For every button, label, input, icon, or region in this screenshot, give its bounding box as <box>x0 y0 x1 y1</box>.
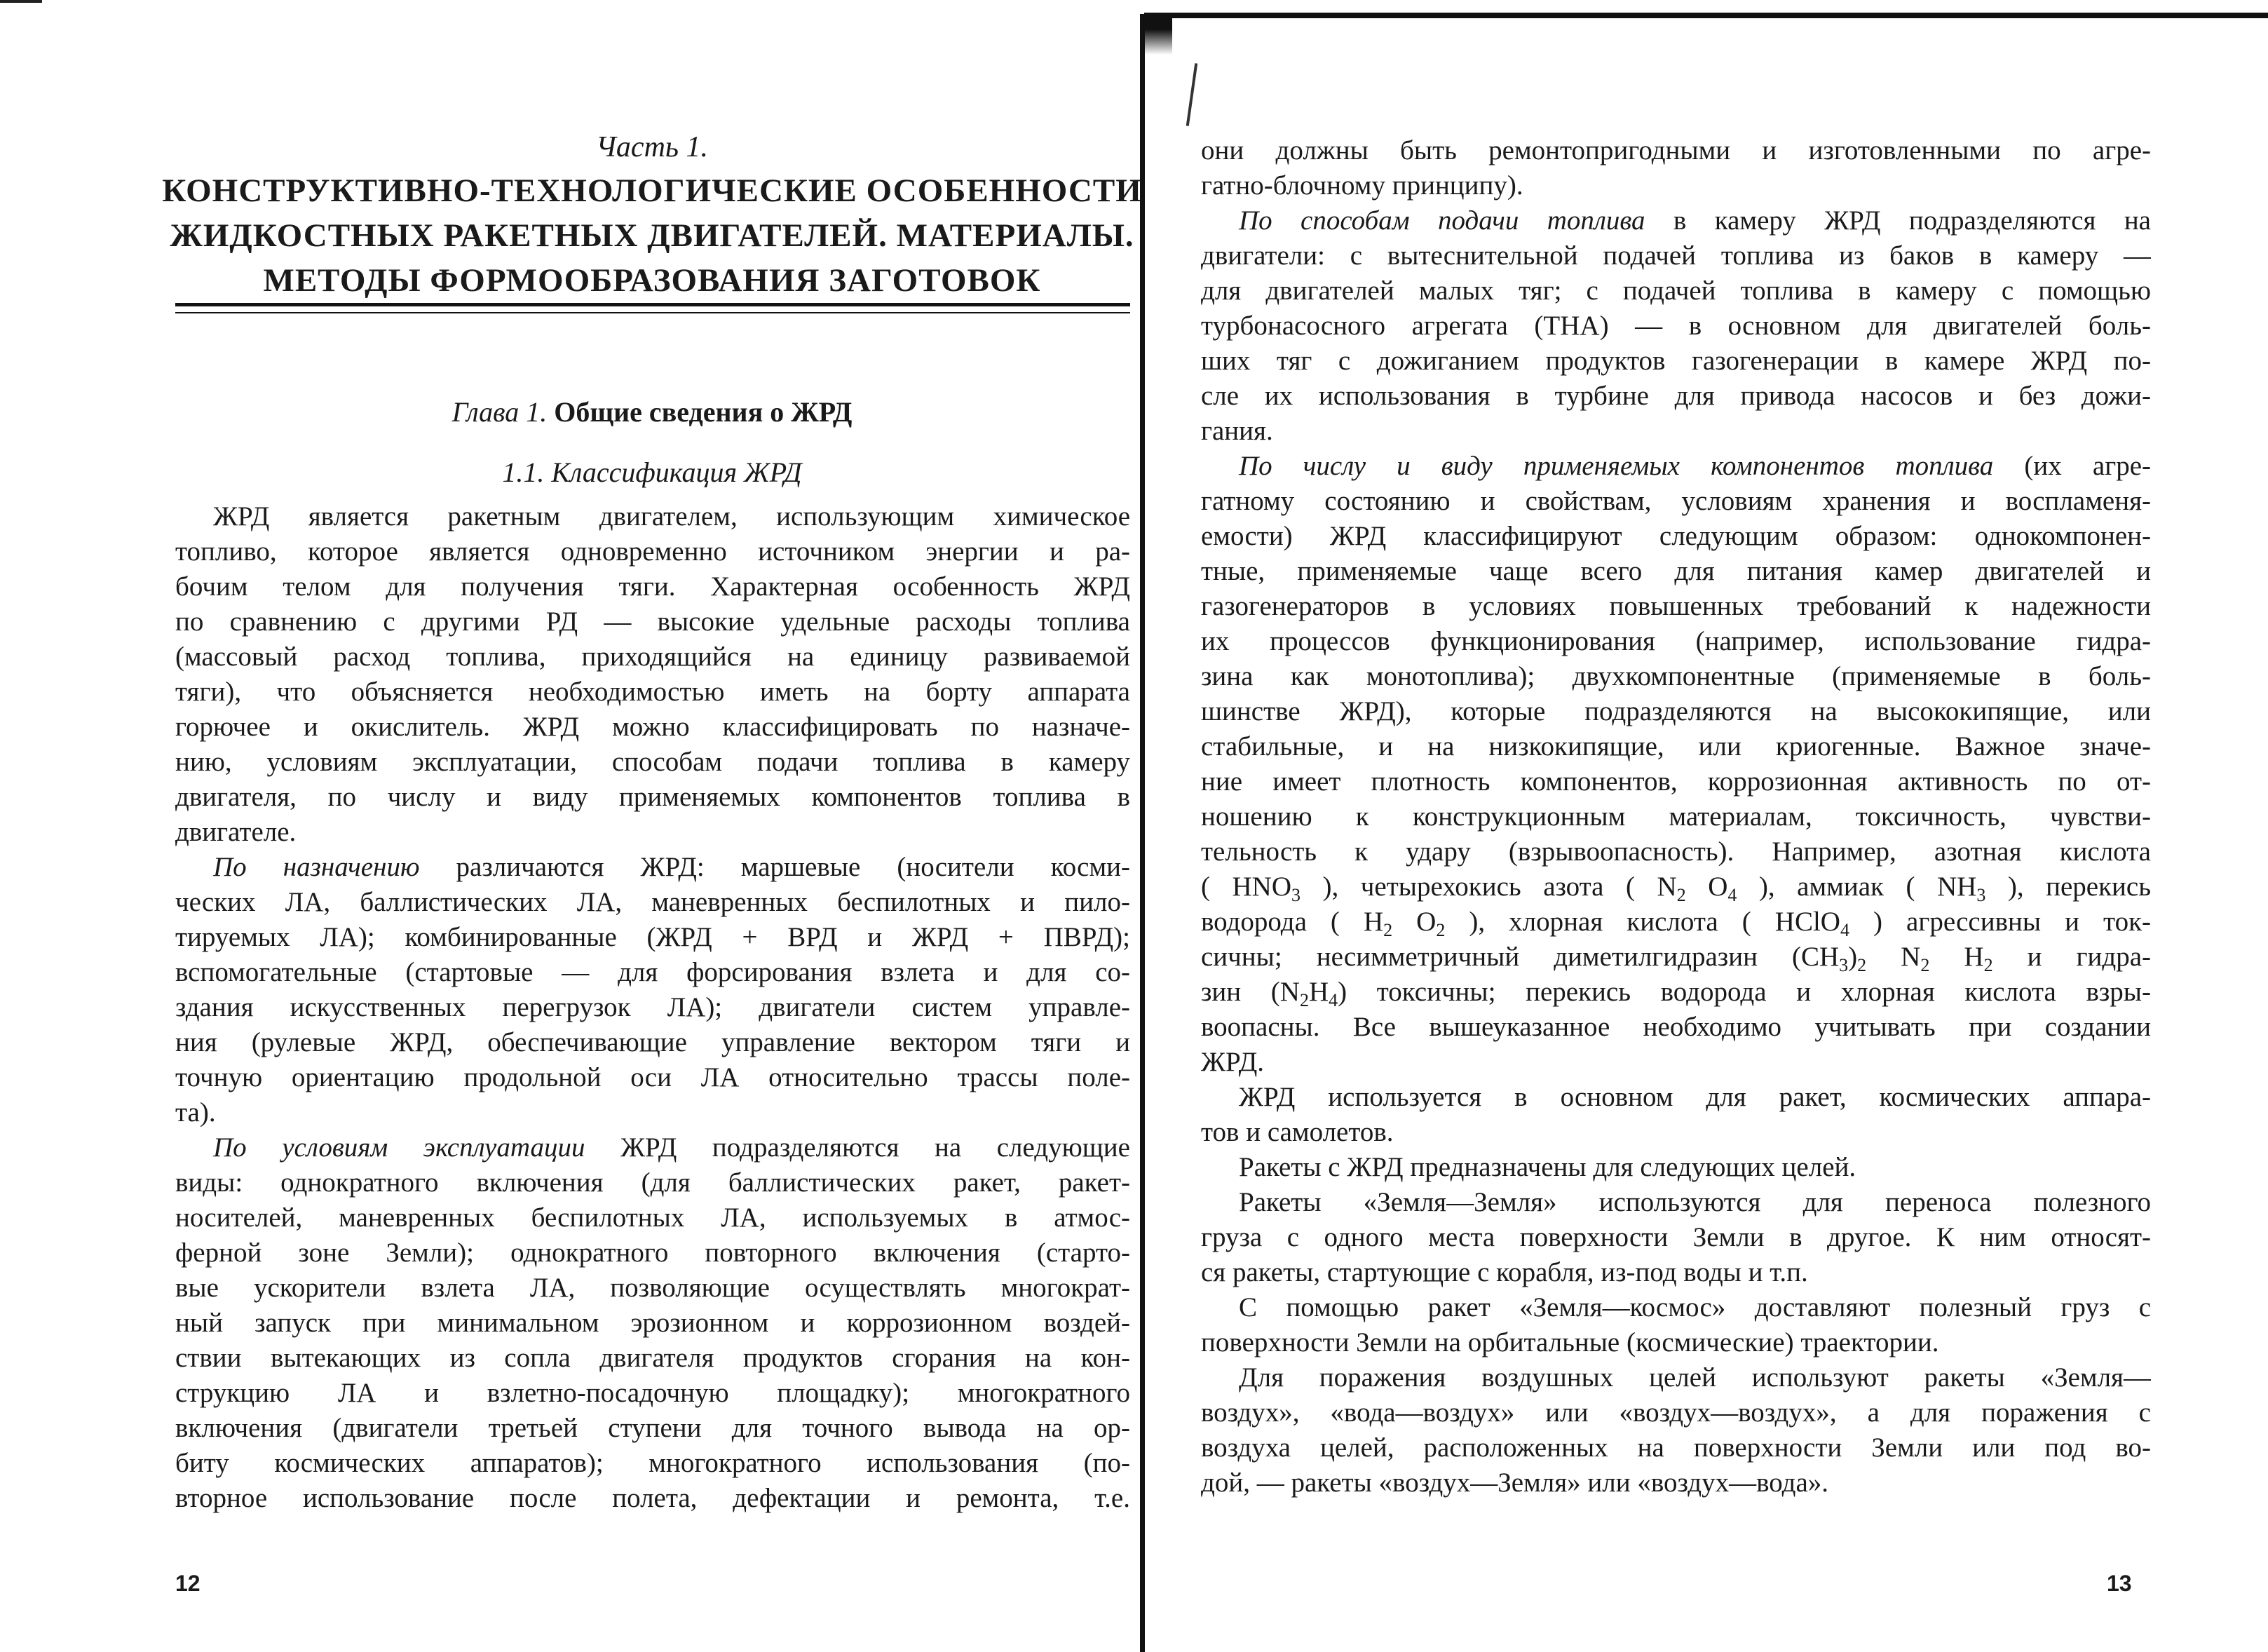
title-rule-thick <box>175 303 1130 306</box>
text-line: тов и самолетов. <box>1201 1117 1394 1147</box>
text-run: ), перекись <box>1985 872 2151 902</box>
page-number: 12 <box>175 1571 201 1596</box>
text-run: ), аммиак ( NH <box>1737 872 1977 902</box>
formula-line <box>1201 940 2151 975</box>
text-line: ношению к конструкционным материалам, токсичность, чувстви- <box>1201 801 2151 832</box>
text-line: ния (рулевые ЖРД, обеспечивающие управление вектором тяги и <box>175 1027 1130 1057</box>
text-run: ) токсичны; перекись водорода и хлорная кислота взры- <box>1338 977 2151 1007</box>
text-run: зин (N <box>1201 977 1300 1007</box>
part-title <box>154 168 1150 303</box>
text-run: сичны; несимметричный диметилгидразин (CH <box>1201 942 1840 972</box>
text-line: горючее и окислитель. ЖРД можно классифицировать по назначе- <box>175 712 1130 742</box>
text-line: Для поражения воздушных целей используют ракеты «Земля— <box>1239 1362 2151 1393</box>
emphasis: По условиям эксплуатации <box>213 1132 585 1163</box>
part-title-line: КОНСТРУКТИВНО-ТЕХНОЛОГИЧЕСКИЕ ОСОБЕННОСТИ <box>162 172 1142 209</box>
subscript: 2 <box>1676 885 1686 905</box>
text-run: ) <box>1848 942 1858 972</box>
text-line: носителей, маневренных беспилотных ЛА, используемых в атмос- <box>175 1203 1130 1233</box>
text-run: O <box>1392 907 1437 937</box>
text-line: по сравнению с другими РД — высокие удельные расходы топлива <box>175 607 1130 637</box>
text-line: Ракеты с ЖРД предназначены для следующих целей. <box>1239 1152 1856 1182</box>
text-line: точную ориентацию продольной оси ЛА относительно трассы поле- <box>175 1062 1130 1092</box>
text-line: ших тяг с дожиганием продуктов газогенерации в камере ЖРД по- <box>1201 346 2151 376</box>
text-line: Ракеты «Земля—Земля» используются для переноса полезного <box>1239 1187 2151 1217</box>
text-run: ) агрессивны и ток- <box>1849 907 2151 937</box>
text-run: ( HNO <box>1201 872 1291 902</box>
text-line: поверхности Земли на орбитальные (космические) траектории. <box>1201 1327 1939 1358</box>
text-run: (их агре- <box>1993 451 2151 481</box>
text-line: бочим телом для получения тяги. Характерная особенность ЖРД <box>175 571 1130 602</box>
text-run: в камеру ЖРД подразделяются на <box>1645 205 2151 236</box>
text-line: зина как монотоплива); двухкомпонентные (применяемые в боль- <box>1201 661 2151 691</box>
text-line: ся ракеты, стартующие с корабля, из-под воды и т.п. <box>1201 1257 1808 1287</box>
text-line: вспомогательные (стартовые — для форсирования взлета и для со- <box>175 957 1130 987</box>
text-line: гатному состоянию и свойствам, условиям хранения и воспламеня- <box>1201 486 2151 516</box>
text-line: топливо, которое является одновременно источником энергии и ра- <box>175 536 1130 567</box>
text-line: гатно-блочному принципу). <box>1201 170 1523 201</box>
text-line: ный запуск при минимальном эрозионном и коррозионном воздей- <box>175 1308 1130 1338</box>
formula-line <box>1201 869 2151 905</box>
text-line: струкцию ЛА и взлетно-посадочную площадку); многократного <box>175 1378 1130 1408</box>
text-line: ферной зоне Земли); однократного повторного включения (старто- <box>175 1238 1130 1268</box>
subscript: 2 <box>1436 920 1446 940</box>
text-line: дой, — ракеты «воздух—Земля» или «воздух—вода». <box>1201 1468 1829 1498</box>
right-body-text <box>1201 133 2151 1501</box>
text-line: воопасны. Все вышеуказанное необходимо учитывать при создании <box>1201 1012 2151 1042</box>
emphasis: По назначению <box>213 852 420 882</box>
left-body-text <box>175 499 1130 1516</box>
text-line <box>1201 449 2151 484</box>
subscript: 2 <box>1920 955 1930 975</box>
text-run: и гидра- <box>1992 942 2151 972</box>
text-line: воздух», «вода—воздух» или «воздух—воздух», а для поражения с <box>1201 1397 2151 1428</box>
chapter-label: Глава 1. <box>451 396 548 428</box>
text-run: ), четырехокись азота ( N <box>1301 872 1677 902</box>
text-line: С помощью ракет «Земля—космос» доставляют полезный груз с <box>1239 1292 2151 1322</box>
text-run: различаются ЖРД: маршевые (носители косми- <box>419 852 1130 882</box>
text-run: ЖРД подразделяются на следующие <box>585 1132 1130 1163</box>
text-line: они должны быть ремонтопригодными и изготовленными по агре- <box>1201 135 2151 165</box>
text-line: биту космических аппаратов); многократного использования (по- <box>175 1448 1130 1478</box>
subscript: 2 <box>1983 955 1993 975</box>
text-line: включения (двигатели третьей ступени для точного вывода на ор- <box>175 1413 1130 1443</box>
formula-line <box>1201 975 2151 1010</box>
chapter-title: Общие сведения о ЖРД <box>554 396 853 428</box>
text-run: O <box>1685 872 1728 902</box>
chapter-heading <box>175 395 1129 428</box>
text-line: газогенераторов в условиях повышенных требований к надежности <box>1201 591 2151 621</box>
text-line: двигатели: с вытеснительной подачей топлива из баков в камеру — <box>1201 241 2151 271</box>
text-line: ЖРД является ракетным двигателем, использующим химическое <box>213 501 1130 532</box>
text-line: вые ускорители взлета ЛА, позволяющие осуществлять многократ- <box>175 1273 1130 1303</box>
text-line: тные, применяемые чаще всего для питания камер двигателей и <box>1201 556 2151 586</box>
subscript: 2 <box>1383 920 1393 940</box>
text-line: тельность к удару (взрывоопасность). Например, азотная кислота <box>1201 837 2151 867</box>
part-label: Часть 1. <box>595 131 709 163</box>
text-line: ЖРД используется в основном для ракет, космических аппара- <box>1239 1082 2151 1112</box>
text-line: ствии вытекающих из сопла двигателя продуктов сгорания на кон- <box>175 1343 1130 1373</box>
text-line: вторное использование после полета, дефектации и ремонта, т.е. <box>175 1483 1130 1513</box>
text-line: двигателе. <box>175 817 297 847</box>
text-line: шинстве ЖРД), которые подразделяются на высококипящие, или <box>1201 696 2151 726</box>
subscript: 2 <box>1857 955 1867 975</box>
text-run: водорода ( H <box>1201 907 1384 937</box>
text-line <box>175 1130 1130 1165</box>
text-line: груза с одного места поверхности Земли в другое. К ним относят- <box>1201 1222 2151 1252</box>
text-line: емости) ЖРД классифицируют следующим образом: однокомпонен- <box>1201 521 2151 551</box>
text-line: (массовый расход топлива, приходящийся на единицу развиваемой <box>175 642 1130 672</box>
part-title-line: МЕТОДЫ ФОРМООБРАЗОВАНИЯ ЗАГОТОВОК <box>263 262 1041 299</box>
subscript: 3 <box>1976 885 1986 905</box>
text-line: их процессов функционирования (например, использование гидра- <box>1201 626 2151 656</box>
text-line: ческих ЛА, баллистических ЛА, маневренных беспилотных и пило- <box>175 887 1130 917</box>
text-run: N <box>1866 942 1921 972</box>
text-line: виды: однократного включения (для баллистических ракет, ракет- <box>175 1167 1130 1198</box>
text-line: воздуха целей, расположенных на поверхности Земли или под во- <box>1201 1433 2151 1463</box>
emphasis: По числу и виду применяемых компонентов топлива <box>1239 451 1994 481</box>
emphasis: По способам подачи топлива <box>1239 205 1645 236</box>
page-number: 13 <box>2107 1571 2132 1596</box>
formula-line <box>1201 905 2151 940</box>
subscript: 4 <box>1727 885 1737 905</box>
text-line <box>1201 203 2151 238</box>
subscript: 4 <box>1329 990 1338 1010</box>
text-line: турбонасосного агрегата (ТНА) — в основном для двигателей боль- <box>1201 311 2151 341</box>
text-line: здания искусственных перегрузок ЛА); двигатели систем управле- <box>175 992 1130 1022</box>
text-line: для двигателей малых тяг; с подачей топлива в камеру с помощью <box>1201 276 2151 306</box>
section-heading: 1.1. Классификация ЖРД <box>502 456 802 488</box>
text-line: нию, условиям эксплуатации, способам подачи топлива в камеру <box>175 747 1130 777</box>
text-line: двигателя, по числу и виду применяемых компонентов топлива в <box>175 782 1130 812</box>
text-line <box>175 850 1130 885</box>
text-run: ), хлорная кислота ( HClO <box>1445 907 1840 937</box>
text-run: H <box>1308 977 1329 1007</box>
text-line: стабильные, и на низкокипящие, или криогенные. Важное значе- <box>1201 731 2151 761</box>
subscript: 2 <box>1299 990 1309 1010</box>
text-line: тяги), что объясняется необходимостью иметь на борту аппарата <box>175 677 1130 707</box>
text-line: ЖРД. <box>1201 1047 1265 1077</box>
title-rule-thin <box>175 312 1130 313</box>
subscript: 4 <box>1840 920 1849 940</box>
subscript: 3 <box>1291 885 1301 905</box>
text-line: сле их использования в турбине для привода насосов и без дожи- <box>1201 381 2151 411</box>
text-run: H <box>1929 942 1984 972</box>
text-line: ние имеет плотность компонентов, коррозионная активность по от- <box>1201 766 2151 797</box>
part-title-line: ЖИДКОСТНЫХ РАКЕТНЫХ ДВИГАТЕЛЕЙ. МАТЕРИАЛЫ. <box>170 217 1134 254</box>
subscript: 3 <box>1839 955 1849 975</box>
text-line: гания. <box>1201 416 1273 446</box>
text-line: тируемых ЛА); комбинированные (ЖРД + ВРД и ЖРД + ПВРД); <box>175 922 1130 952</box>
text-line: та). <box>175 1097 216 1128</box>
